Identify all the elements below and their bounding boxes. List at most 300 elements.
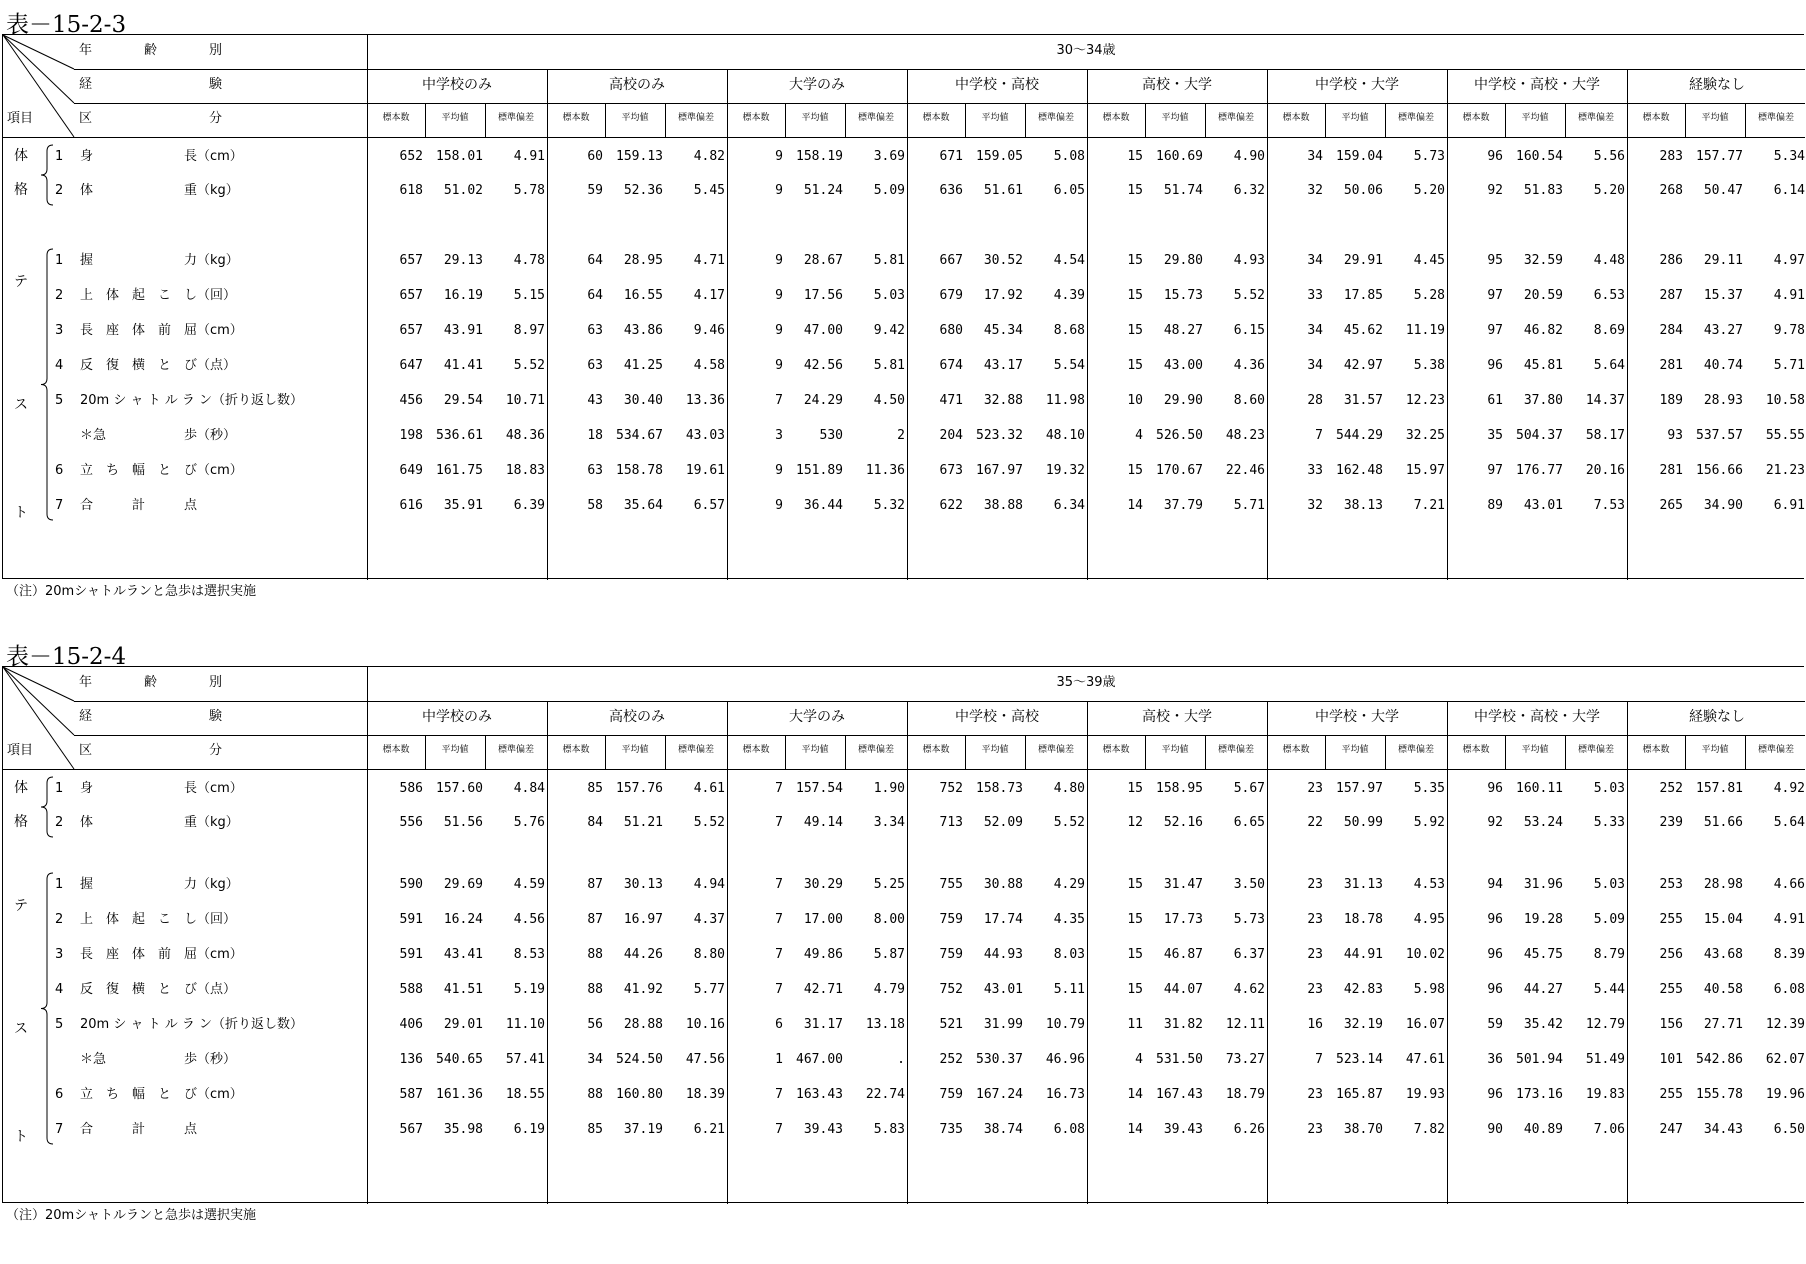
data-cell: 531.50 [1156, 1052, 1203, 1067]
data-cell: 19.32 [1045, 463, 1085, 478]
data-cell: 5.25 [873, 877, 905, 892]
data-cell: 255 [1659, 982, 1683, 997]
data-cell: 5.76 [513, 815, 545, 830]
data-cell: 31.57 [1343, 393, 1383, 408]
data-cell: 44.27 [1523, 982, 1563, 997]
data-cell: 43.17 [983, 358, 1023, 373]
data-cell: 19.61 [685, 463, 725, 478]
data-cell: 14 [1127, 498, 1143, 513]
data-cell: 256 [1659, 947, 1683, 962]
data-cell: 735 [939, 1122, 963, 1137]
data-cell: 18.83 [505, 463, 545, 478]
data-cell: 4.61 [693, 781, 725, 796]
data-cell: 5.92 [1413, 815, 1445, 830]
data-cell: 35 [1487, 428, 1503, 443]
data-cell: 157.76 [616, 781, 663, 796]
data-cell: 31.82 [1163, 1017, 1203, 1032]
data-cell: 556 [399, 815, 423, 830]
data-cell: 5.52 [513, 358, 545, 373]
data-cell: 588 [399, 982, 423, 997]
row-item-name: 立 ち 幅 と び（cm） [80, 1087, 243, 1102]
row-number: 7 [55, 498, 64, 513]
data-cell: 23 [1307, 1087, 1323, 1102]
data-cell: 4.90 [1233, 149, 1265, 164]
data-cell: 11.98 [1045, 393, 1085, 408]
row-item-name: 立 ち 幅 と び（cm） [80, 463, 243, 478]
table-section [0, 632, 1806, 1264]
table-title: 表－15-2-4 [6, 644, 127, 670]
data-cell: 88 [587, 947, 603, 962]
stat-header: 平均値 [441, 113, 469, 123]
group-label-test: ト [14, 505, 28, 521]
data-cell: 34.43 [1703, 1122, 1743, 1137]
data-cell: 6.32 [1233, 183, 1265, 198]
data-cell: 5.52 [1233, 288, 1265, 303]
data-cell: 6.37 [1233, 947, 1265, 962]
data-cell: 4.84 [513, 781, 545, 796]
data-cell: 8.60 [1233, 393, 1265, 408]
data-cell: 4 [1135, 1052, 1143, 1067]
data-cell: 96 [1487, 358, 1503, 373]
data-cell: 7 [775, 781, 783, 796]
data-cell: 7 [775, 815, 783, 830]
data-cell: 96 [1487, 947, 1503, 962]
stat-header: 標本数 [742, 745, 770, 755]
data-cell: 4.59 [513, 877, 545, 892]
data-cell: 9 [775, 498, 783, 513]
data-cell: 45.62 [1343, 323, 1383, 338]
data-cell: 5.35 [1413, 781, 1445, 796]
data-cell: 41.25 [623, 358, 663, 373]
data-cell: 6.08 [1773, 982, 1805, 997]
data-cell: 6.65 [1233, 815, 1265, 830]
data-cell: 4.45 [1413, 253, 1445, 268]
row-item-name: 20m シ ャ ト ル ラ ン（折り返し数） [80, 393, 303, 408]
data-cell: 4.29 [1053, 877, 1085, 892]
data-cell: 160.80 [616, 1087, 663, 1102]
data-cell: 39.43 [1163, 1122, 1203, 1137]
row-number: 4 [55, 982, 64, 997]
data-cell: 15 [1127, 183, 1143, 198]
experience-group-header: 中学校・高校・大学 [1474, 709, 1600, 725]
row-number: 2 [55, 288, 64, 303]
data-cell: 5.64 [1593, 358, 1625, 373]
data-cell: 8.79 [1593, 947, 1625, 962]
data-cell: 755 [939, 877, 963, 892]
data-cell: 16.19 [443, 288, 483, 303]
data-cell: 157.54 [796, 781, 843, 796]
data-table [2, 666, 1804, 1203]
data-cell: 167.24 [976, 1087, 1023, 1102]
data-cell: 46.87 [1163, 947, 1203, 962]
data-cell: 5.20 [1413, 183, 1445, 198]
data-cell: 32.88 [983, 393, 1023, 408]
row-number: 4 [55, 358, 64, 373]
data-cell: 165.87 [1336, 1087, 1383, 1102]
data-cell: 8.03 [1053, 947, 1085, 962]
age-group-header: 30～34歳 [1056, 43, 1116, 58]
data-cell: 16.55 [623, 288, 663, 303]
data-cell: 247 [1659, 1122, 1683, 1137]
data-cell: 4.82 [693, 149, 725, 164]
data-cell: 6.50 [1773, 1122, 1805, 1137]
data-cell: 51.83 [1523, 183, 1563, 198]
data-cell: 530.37 [976, 1052, 1023, 1067]
data-cell: 84 [587, 815, 603, 830]
data-cell: 30.40 [623, 393, 663, 408]
data-cell: 4.36 [1233, 358, 1265, 373]
data-cell: 9 [775, 288, 783, 303]
experience-group-header: 中学校・高校 [955, 77, 1039, 93]
data-cell: 29.13 [443, 253, 483, 268]
row-item-name: ＊急 歩（秒） [80, 428, 237, 443]
stat-header: 標本数 [1642, 113, 1670, 123]
row-number: 5 [55, 393, 64, 408]
data-cell: 253 [1659, 877, 1683, 892]
data-cell: 4.54 [1053, 253, 1085, 268]
data-cell: 616 [399, 498, 423, 513]
stat-header: 平均値 [981, 113, 1009, 123]
data-cell: 163.43 [796, 1087, 843, 1102]
data-cell: 35.42 [1523, 1017, 1563, 1032]
data-cell: 38.88 [983, 498, 1023, 513]
stat-header: 標準偏差 [857, 113, 894, 123]
data-cell: 28.88 [623, 1017, 663, 1032]
data-cell: 15 [1127, 912, 1143, 927]
row-item-name: 長 座 体 前 屈（cm） [80, 947, 243, 962]
header-experience-label: 経 験 [79, 77, 223, 92]
data-cell: 471 [939, 393, 963, 408]
row-number: 1 [55, 149, 64, 164]
data-cell: 96 [1487, 149, 1503, 164]
data-cell: 31.17 [803, 1017, 843, 1032]
row-item-name: ＊急 歩（秒） [80, 1052, 237, 1067]
row-number: 3 [55, 323, 64, 338]
data-cell: 44.07 [1163, 982, 1203, 997]
data-cell: 15.04 [1703, 912, 1743, 927]
data-cell: 649 [399, 463, 423, 478]
data-cell: 94 [1487, 877, 1503, 892]
data-cell: 43.03 [685, 428, 725, 443]
data-cell: 43 [587, 393, 603, 408]
data-cell: 43.00 [1163, 358, 1203, 373]
data-cell: 4.91 [1773, 912, 1805, 927]
data-cell: 673 [939, 463, 963, 478]
stat-header: 標本数 [1462, 745, 1490, 755]
data-cell: 10 [1127, 393, 1143, 408]
data-cell: 667 [939, 253, 963, 268]
data-cell: 40.74 [1703, 358, 1743, 373]
data-cell: 5.09 [1593, 912, 1625, 927]
data-cell: 42.83 [1343, 982, 1383, 997]
data-cell: 55.55 [1765, 428, 1805, 443]
data-cell: 157.97 [1336, 781, 1383, 796]
data-cell: 157.81 [1696, 781, 1743, 796]
row-number: 2 [55, 815, 64, 830]
data-cell: 19.96 [1765, 1087, 1805, 1102]
data-cell: 85 [587, 1122, 603, 1137]
data-cell: 4.94 [693, 877, 725, 892]
data-cell: 14.37 [1585, 393, 1625, 408]
data-cell: 10.02 [1405, 947, 1445, 962]
data-cell: 92 [1487, 183, 1503, 198]
data-cell: 46.82 [1523, 323, 1563, 338]
data-cell: 52.16 [1163, 815, 1203, 830]
data-cell: 48.27 [1163, 323, 1203, 338]
data-cell: 28.93 [1703, 393, 1743, 408]
data-cell: 159.05 [976, 149, 1023, 164]
data-cell: 4.71 [693, 253, 725, 268]
data-cell: 23 [1307, 947, 1323, 962]
row-item-name: 握 力（kg） [80, 877, 239, 892]
stat-header: 平均値 [1341, 113, 1369, 123]
data-cell: 9 [775, 253, 783, 268]
data-cell: 540.65 [436, 1052, 483, 1067]
data-cell: 30.13 [623, 877, 663, 892]
data-cell: 9 [775, 463, 783, 478]
data-cell: 5.73 [1413, 149, 1445, 164]
row-item-name: 体 重（kg） [80, 183, 239, 198]
data-cell: 88 [587, 1087, 603, 1102]
data-cell: 159.13 [616, 149, 663, 164]
data-cell: 34 [1307, 358, 1323, 373]
stat-header: 標本数 [1102, 745, 1130, 755]
stat-header: 平均値 [441, 745, 469, 755]
data-cell: 88 [587, 982, 603, 997]
data-cell: 18.39 [685, 1087, 725, 1102]
data-cell: 64 [587, 288, 603, 303]
data-cell: 5.64 [1773, 815, 1805, 830]
data-cell: 30.29 [803, 877, 843, 892]
data-cell: 22.46 [1225, 463, 1265, 478]
data-cell: 157.77 [1696, 149, 1743, 164]
data-cell: 6.34 [1053, 498, 1085, 513]
data-cell: 8.97 [513, 323, 545, 338]
data-cell: 96 [1487, 982, 1503, 997]
data-cell: 41.41 [443, 358, 483, 373]
data-cell: . [897, 1052, 905, 1067]
data-cell: 158.01 [436, 149, 483, 164]
data-cell: 51.49 [1585, 1052, 1625, 1067]
stat-header: 平均値 [1521, 745, 1549, 755]
data-cell: 155.78 [1696, 1087, 1743, 1102]
data-cell: 5.03 [873, 288, 905, 303]
data-cell: 5.98 [1413, 982, 1445, 997]
data-cell: 18.79 [1225, 1087, 1265, 1102]
data-cell: 671 [939, 149, 963, 164]
data-cell: 587 [399, 1087, 423, 1102]
data-cell: 170.67 [1156, 463, 1203, 478]
data-cell: 29.69 [443, 877, 483, 892]
data-cell: 17.85 [1343, 288, 1383, 303]
data-cell: 19.28 [1523, 912, 1563, 927]
data-cell: 18 [587, 428, 603, 443]
data-cell: 31.47 [1163, 877, 1203, 892]
data-cell: 6.08 [1053, 1122, 1085, 1137]
data-cell: 43.86 [623, 323, 663, 338]
data-cell: 58 [587, 498, 603, 513]
data-cell: 759 [939, 912, 963, 927]
header-kubun-label: 区 分 [79, 111, 223, 126]
data-cell: 15 [1127, 947, 1143, 962]
data-cell: 63 [587, 358, 603, 373]
data-cell: 5.19 [513, 982, 545, 997]
data-cell: 657 [399, 288, 423, 303]
data-cell: 3.69 [873, 149, 905, 164]
data-cell: 19.93 [1405, 1087, 1445, 1102]
data-cell: 32 [1307, 183, 1323, 198]
data-cell: 85 [587, 781, 603, 796]
row-number: 2 [55, 912, 64, 927]
data-cell: 34 [587, 1052, 603, 1067]
data-cell: 97 [1487, 288, 1503, 303]
stat-header: 平均値 [801, 113, 829, 123]
data-cell: 32 [1307, 498, 1323, 513]
data-cell: 4.39 [1053, 288, 1085, 303]
data-cell: 281 [1659, 358, 1683, 373]
data-cell: 90 [1487, 1122, 1503, 1137]
data-cell: 1 [775, 1052, 783, 1067]
grid-line [367, 103, 1805, 104]
data-cell: 5.11 [1053, 982, 1085, 997]
data-cell: 5.45 [693, 183, 725, 198]
data-cell: 10.71 [505, 393, 545, 408]
data-cell: 674 [939, 358, 963, 373]
data-cell: 6.91 [1773, 498, 1805, 513]
data-cell: 28.67 [803, 253, 843, 268]
data-cell: 35.64 [623, 498, 663, 513]
data-cell: 57.41 [505, 1052, 545, 1067]
data-cell: 60 [587, 149, 603, 164]
stat-header: 平均値 [1701, 745, 1729, 755]
data-cell: 7 [1315, 1052, 1323, 1067]
data-cell: 7 [775, 877, 783, 892]
row-number: 1 [55, 877, 64, 892]
data-cell: 97 [1487, 463, 1503, 478]
data-cell: 158.95 [1156, 781, 1203, 796]
data-cell: 61 [1487, 393, 1503, 408]
data-cell: 647 [399, 358, 423, 373]
stat-header: 標本数 [1282, 113, 1310, 123]
data-cell: 534.67 [616, 428, 663, 443]
stat-header: 標準偏差 [857, 745, 894, 755]
data-cell: 5.44 [1593, 982, 1625, 997]
data-cell: 51.66 [1703, 815, 1743, 830]
grid-line [367, 69, 1805, 70]
data-cell: 43.41 [443, 947, 483, 962]
data-cell: 37.19 [623, 1122, 663, 1137]
data-cell: 12.39 [1765, 1017, 1805, 1032]
data-cell: 406 [399, 1017, 423, 1032]
data-cell: 3 [775, 428, 783, 443]
data-cell: 36 [1487, 1052, 1503, 1067]
row-number: 3 [55, 947, 64, 962]
data-cell: 9 [775, 183, 783, 198]
data-cell: 47.61 [1405, 1052, 1445, 1067]
data-cell: 63 [587, 323, 603, 338]
data-cell: 15 [1127, 323, 1143, 338]
data-cell: 4.48 [1593, 253, 1625, 268]
data-cell: 29.90 [1163, 393, 1203, 408]
row-item-name: 体 重（kg） [80, 815, 239, 830]
data-cell: 156 [1659, 1017, 1683, 1032]
data-cell: 12 [1127, 815, 1143, 830]
data-cell: 160.69 [1156, 149, 1203, 164]
data-cell: 41.92 [623, 982, 663, 997]
stat-header: 標準偏差 [497, 745, 534, 755]
data-cell: 40.89 [1523, 1122, 1563, 1137]
data-cell: 281 [1659, 463, 1683, 478]
group-label-test: ト [14, 1129, 28, 1145]
data-cell: 96 [1487, 1087, 1503, 1102]
data-cell: 6.15 [1233, 323, 1265, 338]
data-cell: 11.19 [1405, 323, 1445, 338]
data-cell: 157.60 [436, 781, 483, 796]
data-cell: 5.52 [693, 815, 725, 830]
data-cell: 162.48 [1336, 463, 1383, 478]
data-cell: 11 [1127, 1017, 1143, 1032]
row-item-name: 上 体 起 こ し（回） [80, 288, 237, 303]
data-cell: 136 [399, 1052, 423, 1067]
data-cell: 4 [1135, 428, 1143, 443]
data-cell: 39.43 [803, 1122, 843, 1137]
data-cell: 13.18 [865, 1017, 905, 1032]
data-cell: 5.09 [873, 183, 905, 198]
header-kubun-label: 区 分 [79, 743, 223, 758]
stat-header: 標本数 [382, 113, 410, 123]
brace [3, 667, 63, 1204]
data-cell: 15.37 [1703, 288, 1743, 303]
table-note: （注）20mシャトルランと急歩は選択実施 [6, 584, 256, 599]
data-cell: 8.53 [513, 947, 545, 962]
data-cell: 189 [1659, 393, 1683, 408]
data-cell: 43.91 [443, 323, 483, 338]
data-cell: 5.71 [1773, 358, 1805, 373]
data-cell: 50.99 [1343, 815, 1383, 830]
data-cell: 21.23 [1765, 463, 1805, 478]
data-cell: 5.34 [1773, 149, 1805, 164]
data-cell: 23 [1307, 912, 1323, 927]
stat-header: 標準偏差 [497, 113, 534, 123]
data-cell: 6.57 [693, 498, 725, 513]
data-cell: 51.24 [803, 183, 843, 198]
data-cell: 73.27 [1225, 1052, 1265, 1067]
brace [3, 35, 63, 580]
data-cell: 4.78 [513, 253, 545, 268]
data-cell: 51.61 [983, 183, 1023, 198]
data-cell: 2 [897, 428, 905, 443]
data-cell: 45.75 [1523, 947, 1563, 962]
data-cell: 28 [1307, 393, 1323, 408]
data-cell: 6.19 [513, 1122, 545, 1137]
stat-header: 平均値 [621, 113, 649, 123]
data-cell: 590 [399, 877, 423, 892]
data-cell: 252 [939, 1052, 963, 1067]
data-cell: 4.97 [1773, 253, 1805, 268]
data-cell: 96 [1487, 912, 1503, 927]
data-cell: 5.20 [1593, 183, 1625, 198]
stat-header: 標準偏差 [1757, 113, 1794, 123]
row-number: 1 [55, 253, 64, 268]
data-cell: 7.53 [1593, 498, 1625, 513]
group-label-test: ス [14, 1020, 28, 1037]
row-number: 6 [55, 1087, 64, 1102]
data-cell: 46.96 [1045, 1052, 1085, 1067]
data-cell: 64 [587, 253, 603, 268]
data-cell: 252 [1659, 781, 1683, 796]
data-cell: 283 [1659, 149, 1683, 164]
experience-group-header: 経験なし [1689, 709, 1745, 725]
